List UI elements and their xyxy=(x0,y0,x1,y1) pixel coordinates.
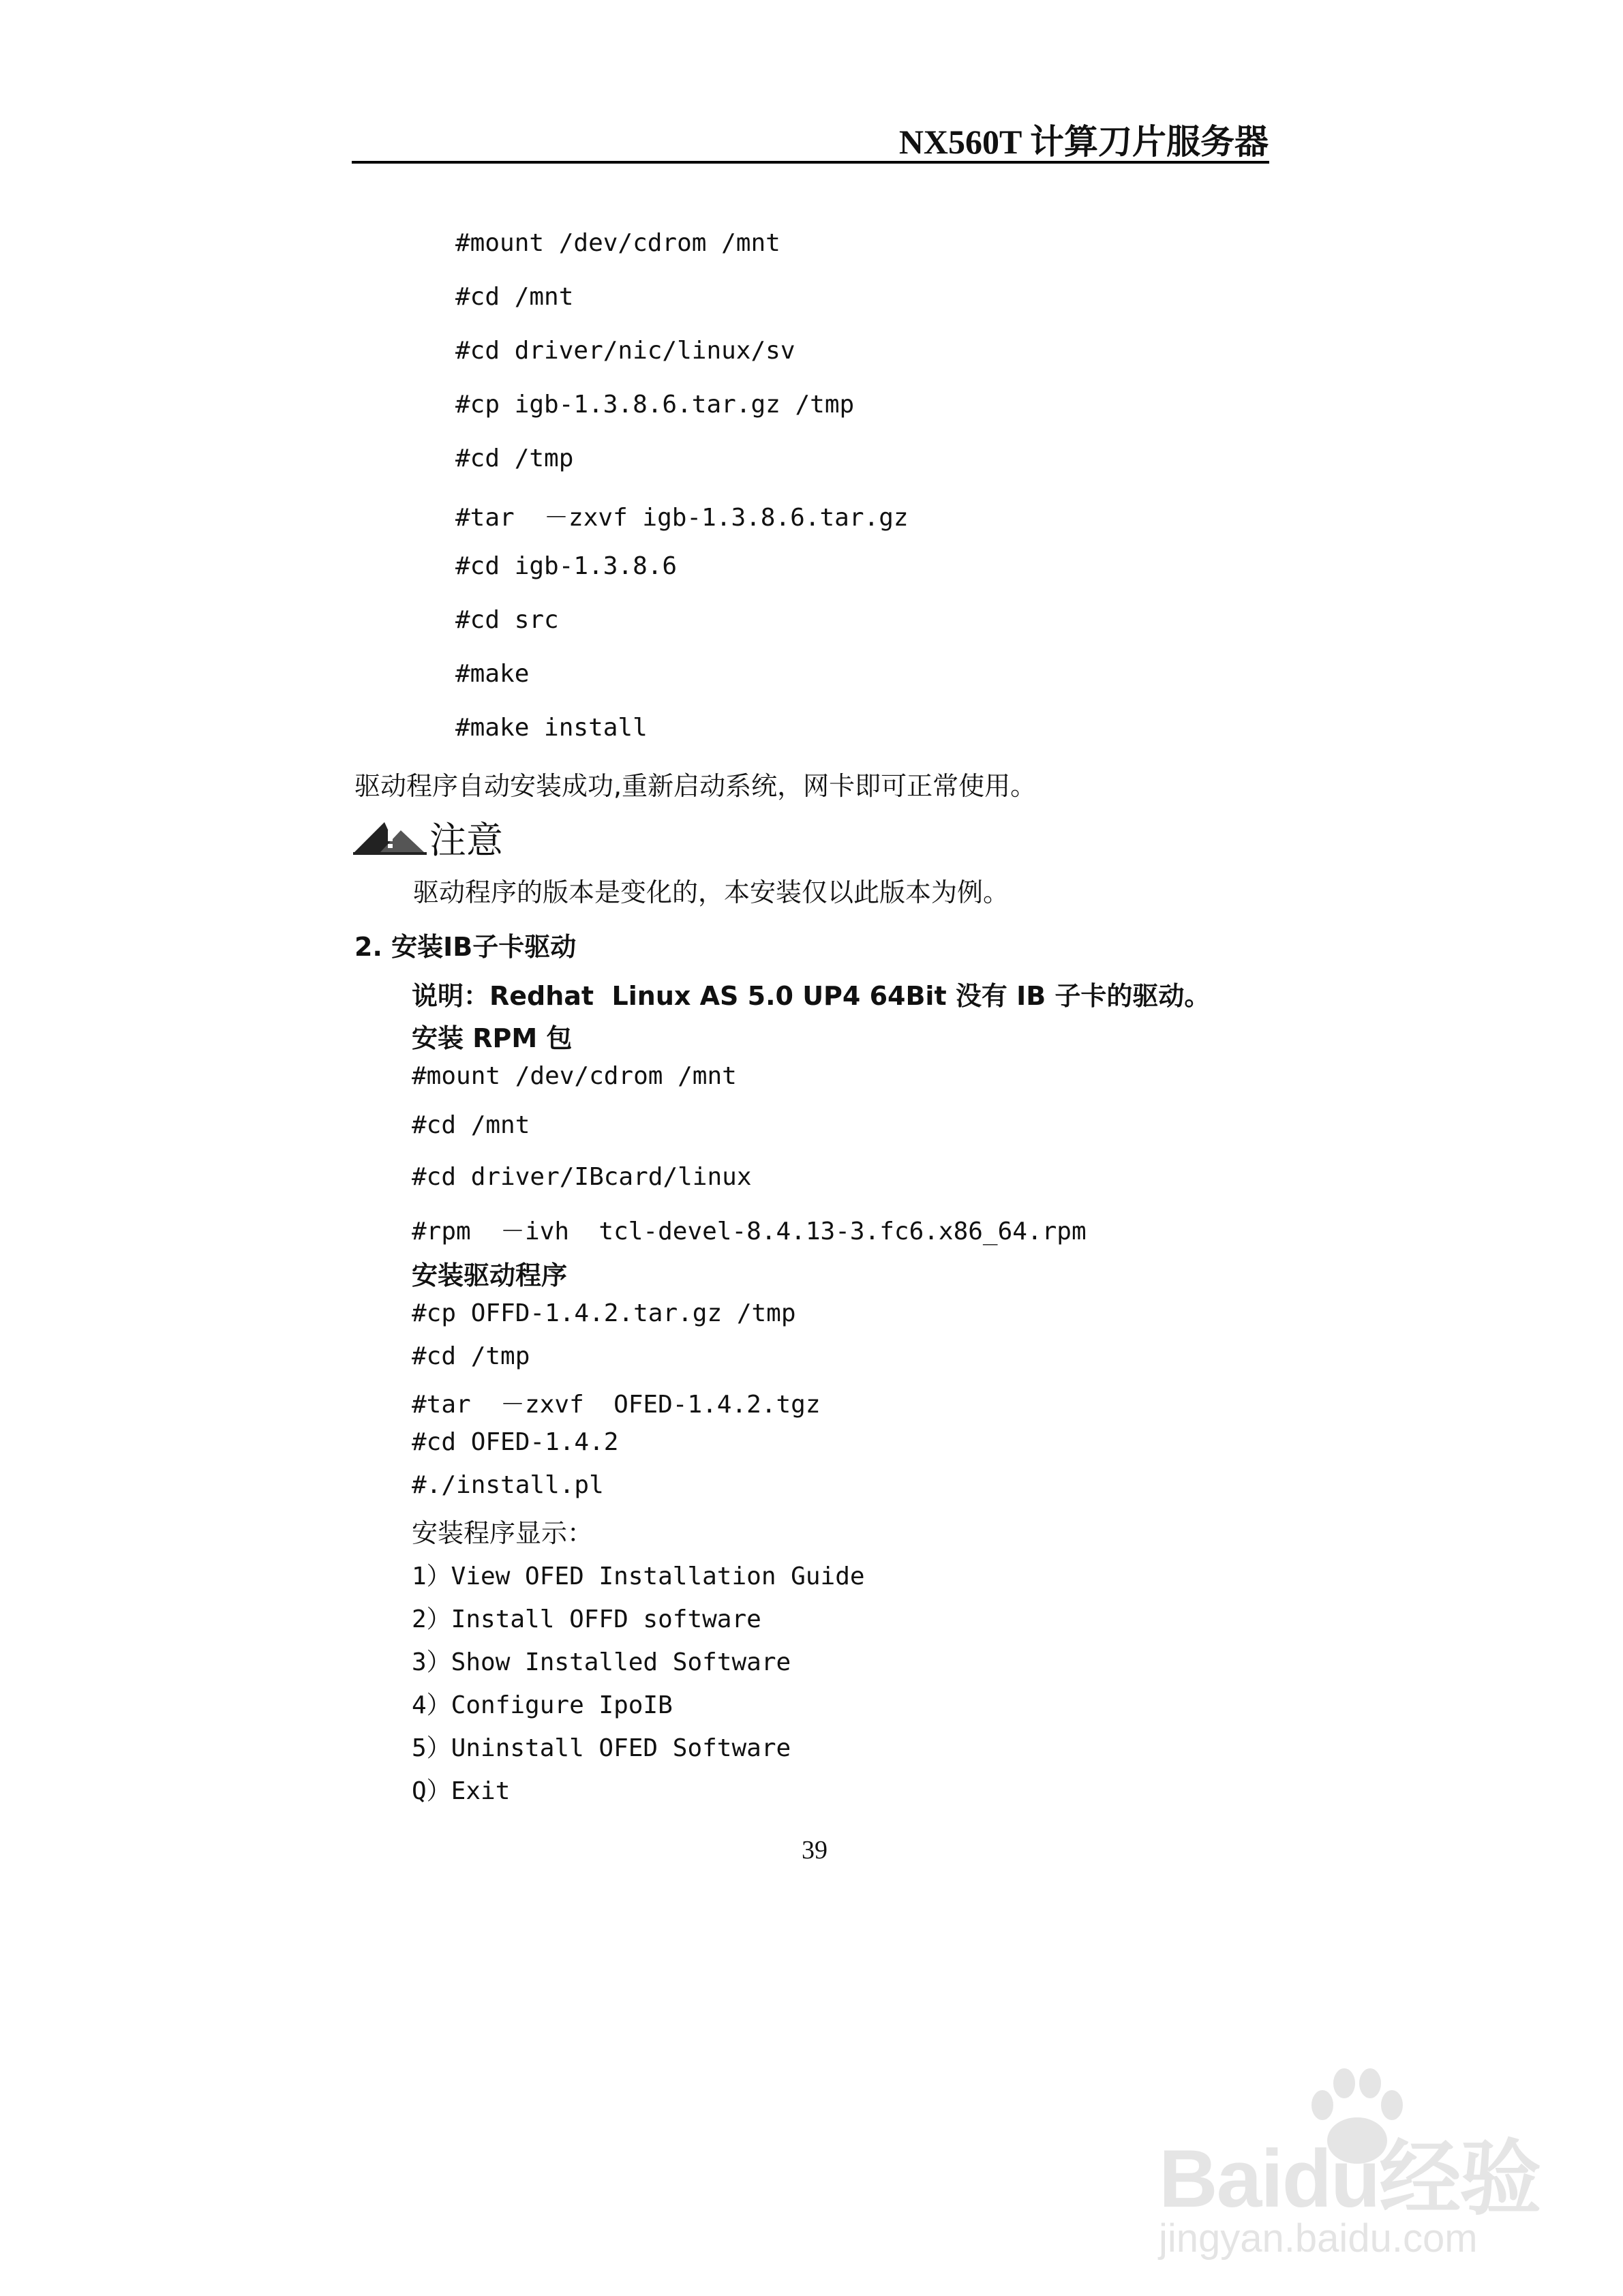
menu-item: 3）Show Installed Software xyxy=(412,1648,791,1676)
header-title: NX560T 计算刀片服务器 xyxy=(898,123,1269,161)
command-line: #cd src xyxy=(455,606,559,634)
command-line: #cd /mnt xyxy=(455,283,574,311)
header-rule xyxy=(352,161,1269,164)
menu-item: 2）Install OFFD software xyxy=(412,1605,761,1633)
command-line: #mount /dev/cdrom /mnt xyxy=(412,1062,737,1090)
warning-caution-icon xyxy=(353,815,427,856)
command-line: #tar －zxvf OFED-1.4.2.tgz xyxy=(412,1391,821,1419)
command-line: #cd OFED-1.4.2 xyxy=(412,1428,619,1456)
menu-heading: 安装程序显示： xyxy=(412,1518,594,1548)
command-line: #rpm －ivh tcl-devel-8.4.13-3.fc6.x86_64.rpm xyxy=(412,1218,1087,1245)
command-line: #make install xyxy=(455,714,648,742)
section2-heading: 2. 安装IB子卡驱动 xyxy=(354,932,577,962)
command-line: #make xyxy=(455,660,530,688)
menu-item: 5）Uninstall OFED Software xyxy=(412,1734,791,1762)
rpm-heading: 安装 RPM 包 xyxy=(412,1023,573,1053)
menu-item: Q）Exit xyxy=(412,1777,511,1805)
note-text: 驱动程序的版本是变化的，本安装仅以此版本为例。 xyxy=(413,877,1010,907)
note-heading: 注意 xyxy=(429,819,503,862)
install-result-text: 驱动程序自动安装成功,重新启动系统，网卡即可正常使用。 xyxy=(354,771,1037,801)
command-line: #cd driver/nic/linux/sv xyxy=(455,337,795,365)
menu-item: 4）Configure IpoIB xyxy=(412,1691,673,1719)
command-line: #cd /mnt xyxy=(412,1111,530,1139)
page-number: 39 xyxy=(802,1836,828,1864)
command-line: #mount /dev/cdrom /mnt xyxy=(455,229,780,257)
command-line: #./install.pl xyxy=(412,1471,604,1499)
command-line: #cd /tmp xyxy=(455,444,574,472)
baidu-watermark xyxy=(1159,2066,1541,2270)
menu-item: 1）View OFED Installation Guide xyxy=(412,1562,865,1590)
command-line: #cd igb-1.3.8.6 xyxy=(455,552,678,580)
command-line: #tar －zxvf igb-1.3.8.6.tar.gz xyxy=(455,504,909,532)
section2-explanation: 说明：Redhat Linux AS 5.0 UP4 64Bit 没有 IB 子卡的驱动。 xyxy=(412,981,1211,1011)
driver-heading: 安装驱动程序 xyxy=(412,1260,568,1290)
watermark-url: jingyan.baidu.com xyxy=(1159,2216,1478,2261)
command-line: #cp igb-1.3.8.6.tar.gz /tmp xyxy=(455,391,855,419)
watermark-logo: Baidu经验 xyxy=(1159,2133,1541,2224)
command-line: #cd /tmp xyxy=(412,1342,530,1370)
command-line: #cp OFFD-1.4.2.tar.gz /tmp xyxy=(412,1299,796,1327)
command-line: #cd driver/IBcard/linux xyxy=(412,1163,752,1191)
